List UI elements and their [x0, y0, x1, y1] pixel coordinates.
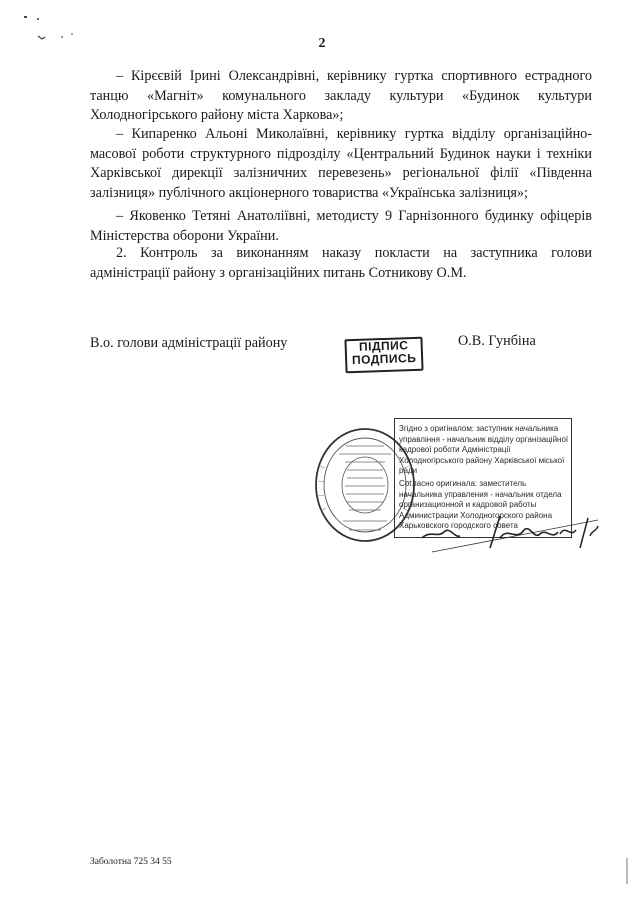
- stamp-line-ru: ПОДПИСЬ: [351, 350, 417, 367]
- paragraph-kireeva: – Кірєєвій Ірині Олександрівні, керівнику гуртка спортивного естрадного танцю «Магніт» комунального закладу культури «Будинок культури Холодногірського району міста Харкова»;: [90, 68, 592, 124]
- certification-text-ua: Згідно з оригіналом: заступник начальника управління - начальник відділу організаційної кадрової роботи Адміністрації Холодногірського району Харківської міської ради: [399, 424, 569, 476]
- certification-text-ru: Согласно оригинала: заместитель начальника управления - начальник отдела организационной и кадровой работы Администрации Холодногорского района Харьковского городского совета: [399, 478, 562, 531]
- paragraph-yakovenko: – Яковенко Тетяні Анатоліївні, методисту 9 Гарнізонного будинку офіцерів Міністерства оборони України.: [90, 208, 592, 244]
- scan-edge-mark: [626, 858, 628, 884]
- signer-position: В.о. голови адміністрації району: [90, 335, 288, 351]
- paragraph-kyparenko: – Кипаренко Альоні Миколаївні, керівнику гуртка відділу організаційно-масової роботи структурного підрозділу «Центральний Будинок науки і техніки Харківської дирекції залізничних перевезень» регіональної філії «Південна залізниця» публічного акціонерного товариства «Українська залізниця»;: [90, 126, 592, 201]
- paragraph-control: 2. Контроль за виконанням наказу покласти на заступника голови адміністрації району з організаційних питань Сотникову О.М.: [90, 245, 592, 281]
- signature-stamp: [344, 337, 423, 374]
- page-number: 2: [318, 36, 326, 51]
- footer-contact: Заболотна 725 34 55: [90, 857, 172, 867]
- handwritten-signature: [420, 508, 600, 556]
- stamp-line-ua: ПІДПИС: [358, 338, 409, 354]
- signer-name: О.В. Гунбіна: [458, 333, 536, 349]
